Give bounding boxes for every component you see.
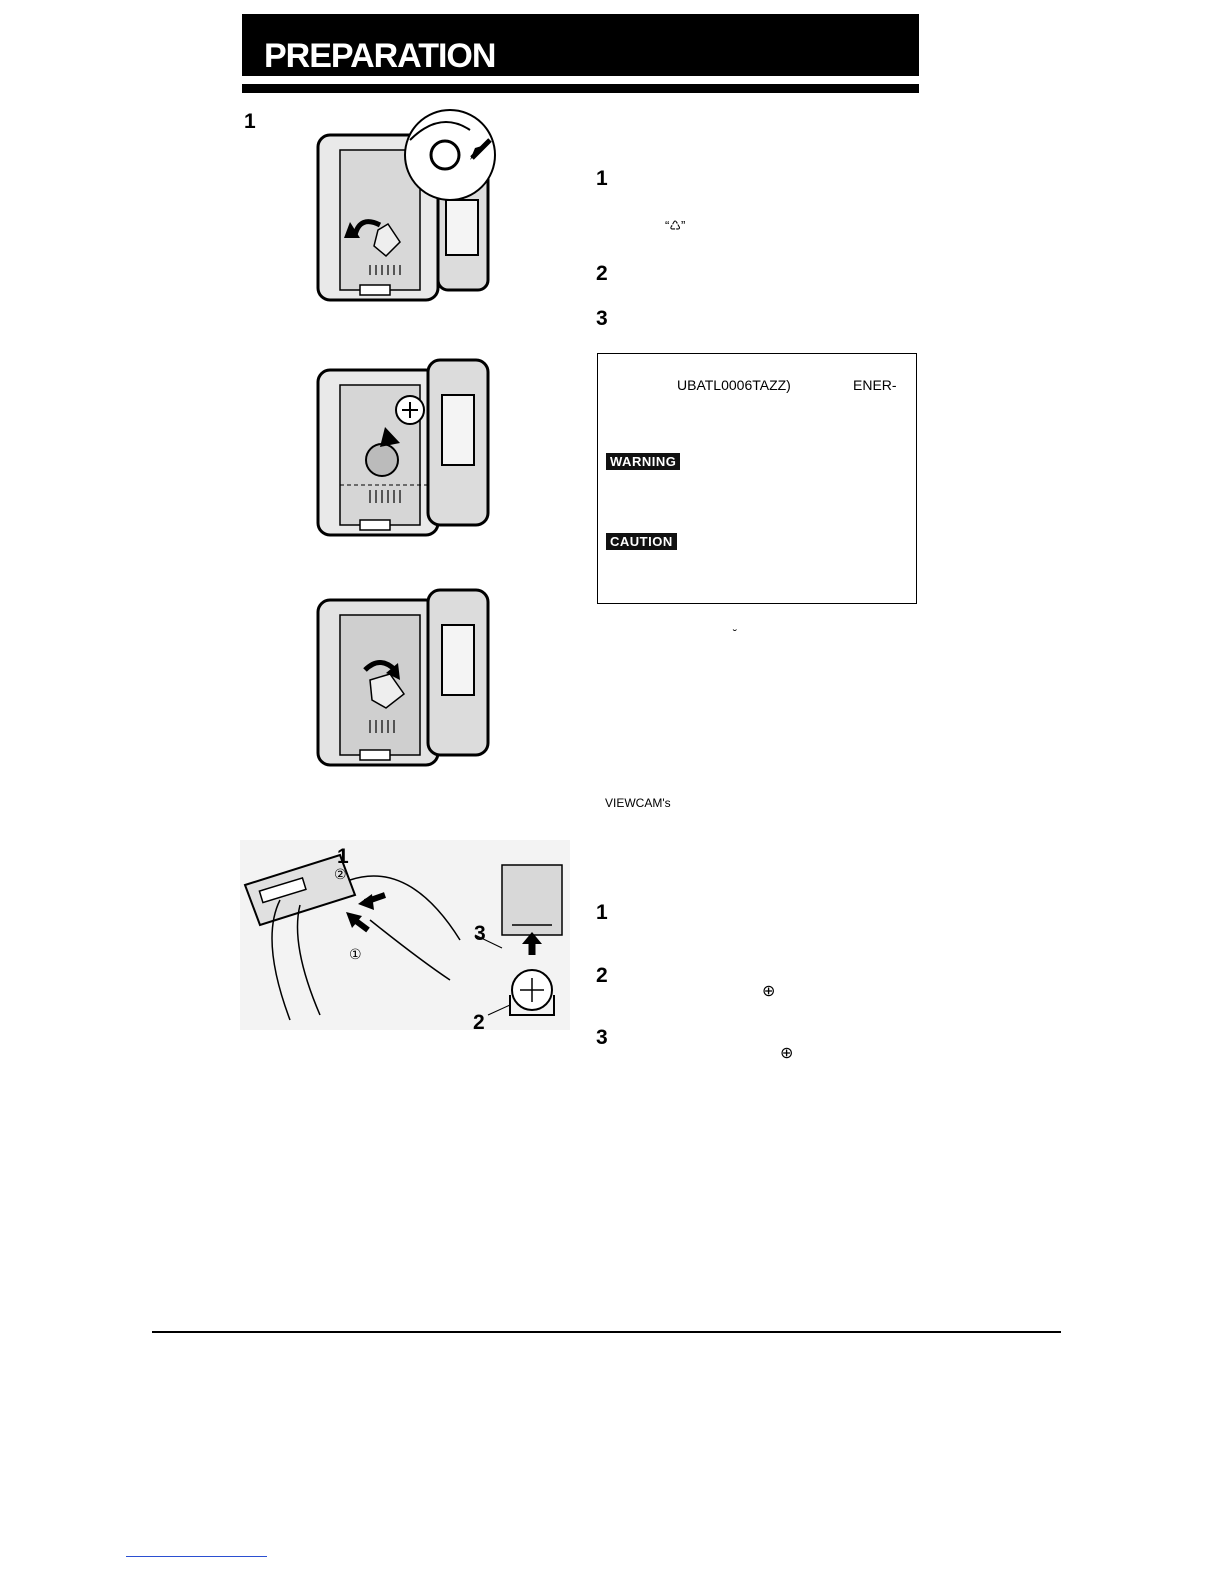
figure-circled-2: ② xyxy=(334,866,347,882)
illustration-insert-battery xyxy=(310,355,500,540)
figure-circled-1: ① xyxy=(349,946,362,962)
plus-circle-symbol-1: ⊕ xyxy=(762,983,776,1000)
illustration-close-cover xyxy=(310,585,500,770)
warning-label: WARNING xyxy=(606,453,680,470)
header-rule xyxy=(242,84,919,93)
caution-label: CAUTION xyxy=(606,533,677,550)
step-top-3: 3 xyxy=(596,307,608,330)
illustration-remote-battery xyxy=(240,840,570,1035)
page-title: PREPARATION xyxy=(264,37,496,75)
figure-label-1: 1 xyxy=(337,845,349,868)
step-top-1: 1 xyxy=(596,167,608,190)
viewcam-text: VIEWCAM's xyxy=(605,796,671,810)
stray-mark: ˘ xyxy=(733,627,737,641)
plus-circle-symbol-2: ⊕ xyxy=(780,1045,794,1062)
lithium-symbol-quote: “♺” xyxy=(665,218,686,233)
step-bottom-2: 2 xyxy=(596,964,608,987)
footer-link-underline[interactable] xyxy=(126,1556,267,1557)
step-bottom-3: 3 xyxy=(596,1026,608,1049)
illustration-remove-cover xyxy=(310,110,500,310)
step-top-2: 2 xyxy=(596,262,608,285)
part-number: UBATL0006TAZZ) xyxy=(677,377,791,393)
left-step-number: 1 xyxy=(244,110,256,133)
figure-label-3: 3 xyxy=(474,922,486,945)
figure-label-2: 2 xyxy=(473,1011,485,1034)
footer-rule xyxy=(152,1331,1061,1333)
brand-fragment: ENER- xyxy=(853,377,897,393)
step-bottom-1: 1 xyxy=(596,901,608,924)
